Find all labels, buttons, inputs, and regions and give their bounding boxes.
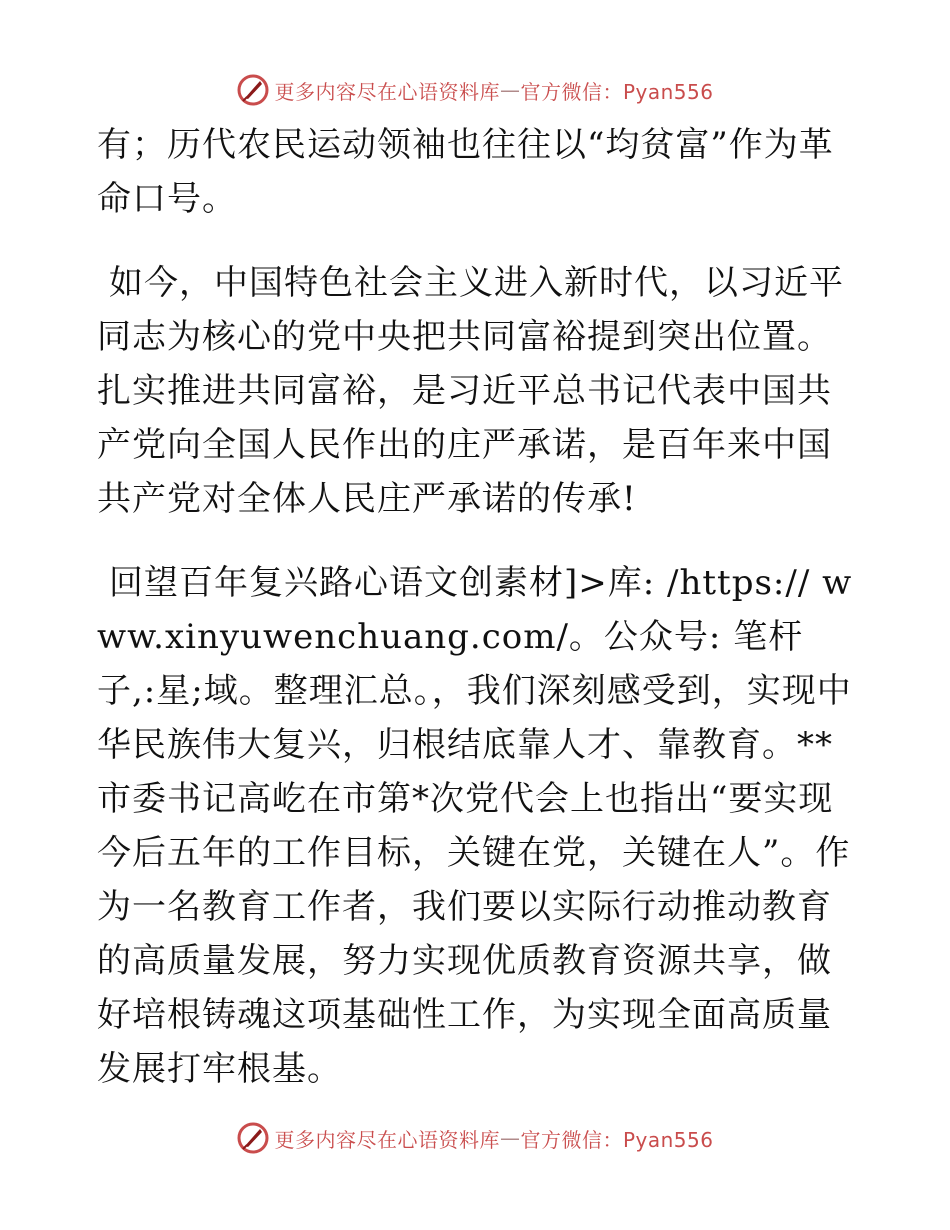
header-banner xyxy=(0,70,950,110)
paragraph-1: 有；历代农民运动领袖也往往以“均贫富”作为革命口号。 xyxy=(97,125,834,219)
banner-wechat: 官方微信：Pyan556 xyxy=(520,1127,714,1152)
banner-separator: — xyxy=(499,78,521,102)
banner-separator: — xyxy=(499,1126,521,1150)
paragraph-3: 回望百年复兴路心语文创素材]>库: /https:// www.xinyuwenchuang.com/。公众号: 笔杆子,:星;域。整理汇总。，我们深刻感受到，实现中华民族伟大复兴，归根结底靠人才、靠教育。**市委书记高屹在市第*次党代会上也指出“要实现今后五年的工作目标，关键在党，关键在人”。作为一名教育工作者，我们要以实际行动推动教育的高质量发展，努力实现优质教育资源共享，做好培根铸魂这项基础性工作，为实现全面高质量发展打牢根基。 xyxy=(97,563,853,1089)
quill-logo-icon xyxy=(236,73,270,107)
banner-wechat: 官方微信：Pyan556 xyxy=(520,79,714,104)
quill-logo-icon xyxy=(236,1121,270,1155)
footer-banner xyxy=(0,1118,950,1158)
paragraph-2: 如今，中国特色社会主义进入新时代，以习近平同志为核心的党中央把共同富裕提到突出位置。扎实推进共同富裕，是习近平总书记代表中国共产党向全国人民作出的庄严承诺，是百年来中国共产党对全体人民庄严承诺的传承! xyxy=(97,263,844,519)
document-body xyxy=(97,118,857,1096)
banner-text: 更多内容尽在心语资料库 xyxy=(274,1127,500,1152)
banner-text: 更多内容尽在心语资料库 xyxy=(274,79,500,104)
